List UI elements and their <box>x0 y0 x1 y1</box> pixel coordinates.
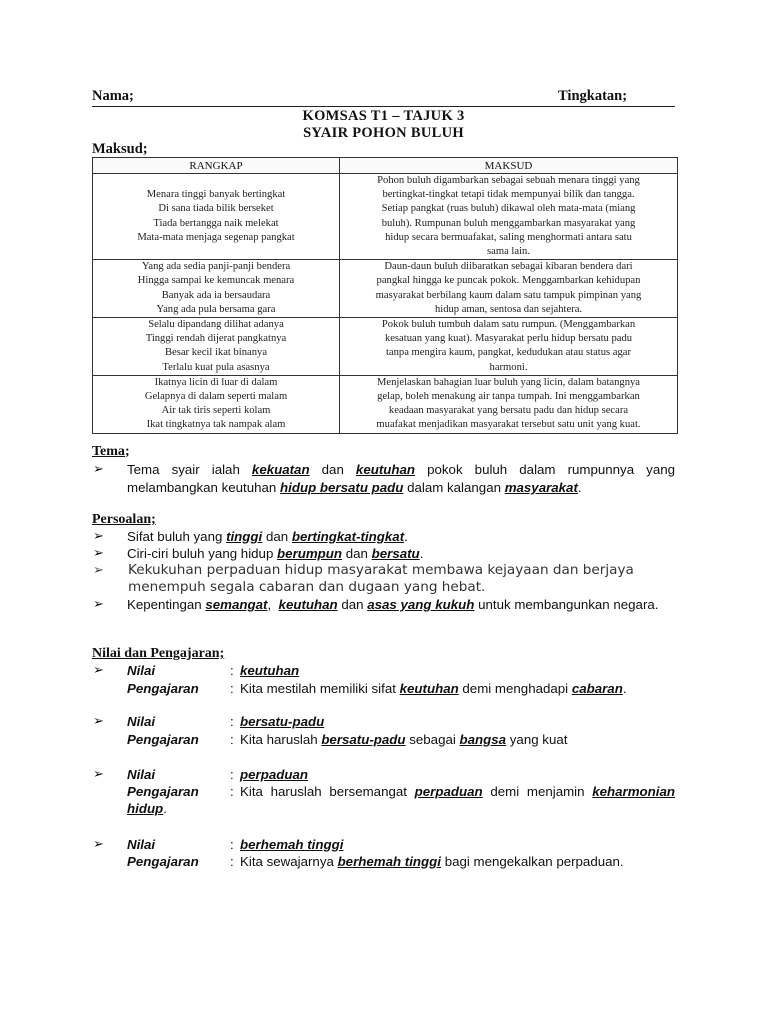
tema-label: Tema <box>92 444 125 459</box>
keyword: berhemah tinggi <box>337 854 441 869</box>
keyword: bangsa <box>459 732 507 747</box>
maksud-line: pangkal hingga ke puncak pokok. Menggambarkan kehidupan <box>376 275 641 287</box>
maksud-line: sama lain. <box>487 246 530 258</box>
bullet-arrow-icon: ➢ <box>93 462 104 477</box>
table-row <box>93 174 678 260</box>
maksud-cell <box>340 318 678 376</box>
tema-line-1: Tema syair ialah kekuatan dan keutuhan pokok buluh dalam rumpunnya yang <box>127 462 676 477</box>
bullet-arrow-icon: ➢ <box>93 597 104 612</box>
bullet-arrow-icon: ➢ <box>93 837 104 852</box>
nilai-value: berhemah tinggi <box>240 837 344 852</box>
tema-semicolon: ; <box>124 444 130 459</box>
keyword: cabaran <box>571 681 623 696</box>
maksud-line: Setiap pangkat (ruas buluh) dikawal oleh mata-mata (miang <box>381 203 636 215</box>
rangkap-line: Hingga sampai ke kemuncak menara <box>137 275 295 287</box>
pengajaran-text: Kita haruslah bersatu-padu sebagai bangsa yang kuat <box>240 732 568 747</box>
rangkap-line: Di sana tiada bilik berseket <box>158 203 274 215</box>
keyword: asas yang kukuh <box>367 597 475 612</box>
maksud-cell <box>340 375 678 433</box>
maksud-line: keadaan masyarakat yang bersatu padu dan hidup secara <box>388 405 629 417</box>
pengajaran-text: Kita sewajarnya berhemah tinggi bagi mengekalkan perpaduan. <box>240 854 624 869</box>
nilai-label: Nilai <box>127 663 156 678</box>
pengajaran-label: Pengajaran <box>127 732 199 747</box>
bullet-arrow-icon: ➢ <box>93 767 104 782</box>
colon: : <box>230 714 234 729</box>
table-row <box>93 375 678 433</box>
persoalan-item: Sifat buluh yang tinggi dan bertingkat-tingkat. <box>127 529 408 544</box>
header-rule <box>92 106 675 107</box>
keyword: berumpun <box>277 546 343 561</box>
pengajaran-text: Kita mestilah memiliki sifat keutuhan demi menghadapi cabaran. <box>240 681 627 696</box>
tema-heading <box>92 444 130 460</box>
tema-line-2: melambangkan keutuhan hidup bersatu padu dalam kalangan masyarakat. <box>127 480 582 495</box>
table-row <box>93 260 678 318</box>
nilai-label: Nilai <box>127 714 156 729</box>
nilai-value: perpaduan <box>240 767 308 782</box>
nama-label: Nama; <box>92 88 134 104</box>
persoalan-item: Kepentingan semangat, keutuhan dan asas yang kukuh untuk membangunkan negara. <box>127 597 659 612</box>
maksud-line: Pohon buluh digambarkan sebagai sebuah menara tinggi yang <box>377 175 640 186</box>
rangkap-line: Ikat tingkatnya tak nampak alam <box>146 419 286 431</box>
rangkap-line: Ikatnya licin di luar di dalam <box>154 376 278 388</box>
pengajaran-label: Pengajaran <box>127 681 199 696</box>
pengajaran-text-cont: hidup. <box>127 801 167 816</box>
keyword: bersatu <box>371 546 420 561</box>
pengajaran-text: Kita haruslah bersemangat perpaduan demi menjamin keharmonian <box>240 784 675 799</box>
maksud-line: masyarakat berbilang kaum dalam satu tampuk pimpinan yang <box>375 289 642 301</box>
maksud-line: bertingkat-tingkat tetapi tidak mempunyai bilik dan tangga. <box>382 189 635 201</box>
keyword: bersatu-padu <box>321 732 406 747</box>
colon: : <box>230 663 234 678</box>
rangkap-line: Yang ada pula bersama gara <box>156 303 276 315</box>
maksud-line: kesatuan yang kuat). Masyarakat perlu hidup bersatu padu <box>384 333 633 345</box>
bullet-arrow-icon: ➢ <box>93 563 104 578</box>
nilai-label: Nilai <box>127 837 156 852</box>
rangkap-cell <box>93 375 340 433</box>
title-line-2: SYAIR POHON BULUH <box>303 125 464 141</box>
nilai-heading: Nilai dan Pengajaran; <box>92 646 225 661</box>
maksud-line: hidup secara bermuafakat, saling menghormati antara satu <box>385 231 632 243</box>
rangkap-line: Air tak tiris seperti kolam <box>161 405 271 417</box>
rangkap-line: Terlalu kuat pula asasnya <box>162 361 270 373</box>
col-header-rangkap: RANGKAP <box>93 158 340 174</box>
keyword: keutuhan <box>278 597 338 612</box>
maksud-line: Pokok buluh tumbuh dalam satu rumpun. (Menggambarkan <box>381 319 636 331</box>
maksud-cell <box>340 260 678 318</box>
table-header-row <box>93 158 678 174</box>
pengajaran-label: Pengajaran <box>127 854 199 869</box>
maksud-line: Daun-daun buluh diibaratkan sebagai kibaran bendera dari <box>384 261 633 273</box>
rangkap-cell <box>93 260 340 318</box>
keyword: semangat <box>205 597 268 612</box>
tingkatan-label: Tingkatan; <box>558 88 628 104</box>
keyword: keutuhan <box>399 681 459 696</box>
bullet-arrow-icon: ➢ <box>93 546 104 561</box>
colon: : <box>230 854 234 869</box>
maksud-label: Maksud; <box>92 141 148 157</box>
rangkap-line: Tiada bertangga naik melekat <box>153 217 279 229</box>
keyword: perpaduan <box>414 784 483 799</box>
rangkap-line: Menara tinggi banyak bertingkat <box>146 189 286 201</box>
persoalan-item-line-2: menempuh segala cabaran dan dugaan yang hebat. <box>128 579 486 595</box>
keyword: tinggi <box>226 529 263 544</box>
maksud-line: harmoni. <box>489 361 528 373</box>
rangkap-line: Selalu dipandang dilihat adanya <box>148 319 284 331</box>
keyword: kekuatan <box>251 462 310 477</box>
persoalan-item: Ciri-ciri buluh yang hidup berumpun dan bersatu. <box>127 546 424 561</box>
maksud-line: Menjelaskan bahagian luar buluh yang licin, dalam batangnya <box>377 376 640 388</box>
keyword: keutuhan <box>355 462 416 477</box>
title-line-1: KOMSAS T1 – TAJUK 3 <box>302 108 465 124</box>
nilai-label: Nilai <box>127 767 156 782</box>
maksud-cell <box>340 174 678 260</box>
bullet-arrow-icon: ➢ <box>93 529 104 544</box>
nilai-value: bersatu-padu <box>240 714 325 729</box>
rangkap-line: Tinggi rendah dijerat pangkatnya <box>145 333 287 345</box>
rangkap-line: Besar kecil ikat binanya <box>164 347 268 359</box>
table-row <box>93 318 678 376</box>
rangkap-cell <box>93 174 340 260</box>
pengajaran-label: Pengajaran <box>127 784 199 799</box>
rangkap-line: Mata-mata menjaga segenap pangkat <box>137 231 295 243</box>
colon: : <box>230 681 234 696</box>
maksud-line: hidup aman, sentosa dan sejahtera. <box>434 303 583 315</box>
colon: : <box>230 767 234 782</box>
colon: : <box>230 732 234 747</box>
rangkap-cell <box>93 318 340 376</box>
rangkap-line: Yang ada sedia panji-panji bendera <box>141 261 291 273</box>
keyword: hidup bersatu padu <box>280 480 404 495</box>
maksud-line: gelap, boleh menakung air tanpa tumpah. Ini menggambarkan <box>377 391 640 403</box>
keyword: masyarakat <box>504 480 578 495</box>
maksud-line: buluh). Rumpunan buluh menggambarkan masyarakat yang <box>381 217 636 229</box>
colon: : <box>230 837 234 852</box>
keyword: keharmonian <box>592 784 675 799</box>
persoalan-item-line-1: Kekukuhan perpaduan hidup masyarakat membawa kejayaan dan berjaya <box>128 562 634 578</box>
keyword: bertingkat-tingkat <box>291 529 405 544</box>
rangkap-line: Gelapnya di dalam seperti malam <box>144 391 288 403</box>
rangkap-line: Banyak ada ia bersaudara <box>161 289 271 301</box>
maksud-line: muafakat menjadikan masyarakat tersebut satu unit yang kuat. <box>376 419 641 431</box>
colon: : <box>230 784 234 799</box>
nilai-value: keutuhan <box>240 663 300 678</box>
bullet-arrow-icon: ➢ <box>93 714 104 729</box>
persoalan-heading: Persoalan; <box>92 512 156 527</box>
maksud-line: tanpa mengira kaum, pangkat, kedudukan atau status agar <box>385 347 632 359</box>
col-header-maksud: MAKSUD <box>340 158 678 174</box>
maksud-table <box>92 157 678 434</box>
bullet-arrow-icon: ➢ <box>93 663 104 678</box>
